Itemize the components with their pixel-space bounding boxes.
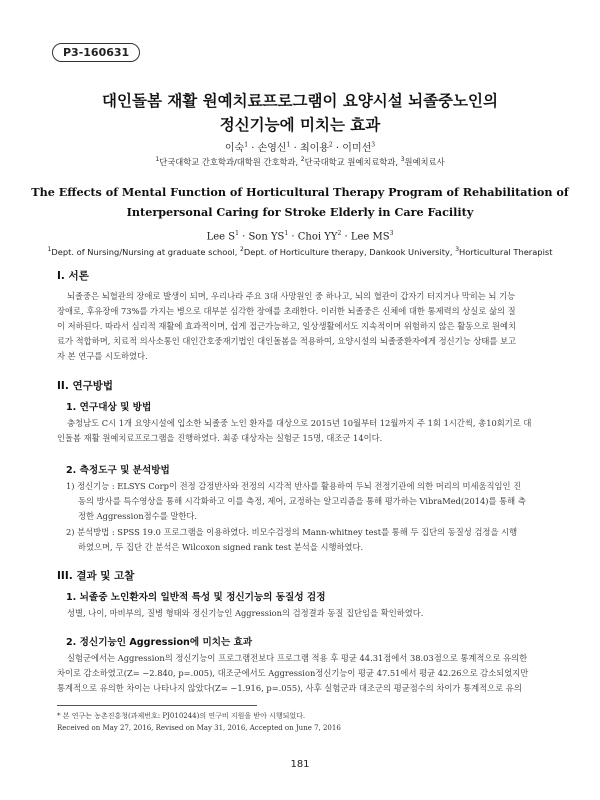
english-title-line-1: The Effects of Mental Function of Horticultural Therapy Program of Rehabilitation of bbox=[31, 185, 569, 199]
funding-footnote: * 본 연구는 농촌진흥청(과제번호: PJ010244)의 연구비 지원을 받아 시행되었다. bbox=[57, 712, 306, 720]
korean-authors: 이숙$^1$ · 손영신$^1$ · 최이용$^2$ · 이미선$^3$ bbox=[224, 141, 376, 154]
subheading-subjects-methods: 1. 연구대상 및 방법 bbox=[66, 402, 152, 413]
subheading-aggression-effect: 2. 정신기능인 Aggression에 미치는 효과 bbox=[66, 637, 253, 648]
english-title-line-2: Interpersonal Caring for Stroke Elderly in Care Facility bbox=[126, 205, 474, 219]
subheading-homogeneity: 1. 뇌졸중 노인환자의 일반적 특성 및 정신기능의 동질성 검정 bbox=[66, 592, 326, 603]
footnote-divider bbox=[57, 705, 257, 706]
page-number: 181 bbox=[290, 759, 310, 770]
homogeneity-paragraph: 성별, 나이, 마비부의, 질병 형태와 정신기능인 Aggression의 검정결과 동질 집단임을 확인하였다. bbox=[67, 608, 424, 618]
aggression-paragraph: 실험군에서는 Aggression의 정신기능이 프로그램전보다 프로그램 적용 후 평균 44.31점에서 38.03점으로 통계적으로 유의한 차이로 감소하였고(Z= −2.840, p=.005), 대조군에서도 Aggression정신기능이 평균 47.51에서 평균 42.26으로 감소되었지만 통계적으로 유의한 차이는 나타나지 않았다(Z= −1.916, p=.055), 사후 실험군과 대조군의 평균점수의 차이가 통계적으로 유의 bbox=[57, 653, 529, 693]
section-heading-results: III. 결과 및 고찰 bbox=[57, 570, 135, 582]
english-authors: Lee $S^1$ · Son $YS^1$ · Choi $YY^2$ · Lee $MS^3$ bbox=[206, 230, 394, 243]
section-heading-methods: II. 연구방법 bbox=[57, 380, 114, 392]
section-heading-introduction: I. 서론 bbox=[57, 270, 89, 282]
instrument-item-2: 2) 분석방법 : SPSS 19.0 프로그램을 이용하였다. 비모수검정의 Mann-whitney test를 통해 두 집단의 동질성 검정을 시행 하였으며, 두 집단 간 분석은 Wilcoxon signed rank test 분석을 시행하였다. bbox=[66, 527, 518, 552]
paper-code-badge: P3-160631 bbox=[52, 43, 140, 62]
introduction-paragraph: 뇌졸중은 뇌혈관의 장애로 발생이 되며, 우리나라 주요 3대 사망원인 중 하나고, 뇌의 혈관이 갑자기 터지거나 막히는 뇌 기능 장애로, 후유장애 73%를 가지는 병으로 대부분 심각한 장애를 초래한다. 이러한 뇌졸중은 신체에 대한 통제력의 상실로 삶의 질 이 저하된다. 따라서 심리적 재활에 효과적이며, 쉽게 접근가능하고, 일상생활에서도 지속적이며 위험하지 않은 활동으로 원예치 료가 적합하며, 치료적 의사소통인 대인간호중재기법인 대인돌봄을 적용하여, 요양시설의 뇌졸중환자에게 정신기능 상태를 보고 자 본 연구를 시도하였다. bbox=[57, 291, 517, 361]
instrument-item-1: 1) 정신기능 : ELSYS Corp이 전정 감정반사와 전정의 시각적 반사를 활용하여 두뇌 전정기관에 의한 머리의 미세움직임인 진 동의 방사를 특수영상을 통해 시각화하고 이를 측정, 제어, 교정하는 알고리즘을 통해 평가하는 VibraMed(2014)를 통해 측 정한 Aggression점수를 말한다. bbox=[66, 481, 526, 521]
korean-title-line-2: 정신기능에 미치는 효과 bbox=[219, 116, 381, 134]
received-dates-footnote: Received on May 27, 2016, Revised on May 31, 2016, Accepted on June 7, 2016 bbox=[57, 724, 341, 732]
subjects-paragraph: 충청남도 C시 1개 요양시설에 입소한 뇌졸중 노인 환자를 대상으로 2015년 10월부터 12월까지 주 1회 1시간씩, 총10회기로 대 인돌봄 재활 원예치료프로그램을 진행하였다. 최종 대상자는 실험군 15명, 대조군 14이다. bbox=[57, 418, 532, 443]
korean-affiliations: $^1$단국대학교 간호학과/대학원 간호학과, $^2$단국대학교 원예치료학과, $^3$원예치료사 bbox=[155, 156, 445, 167]
english-affiliations: $^1$Dept. of Nursing/Nursing at graduate school, $^2$Dept. of Horticulture therapy, Dankook University, $^3$Horticultural Therapist bbox=[47, 246, 553, 257]
korean-title-line-1: 대인돌봄 재활 원예치료프로그램이 요양시설 뇌졸중노인의 bbox=[102, 92, 498, 110]
subheading-instruments: 2. 측정도구 및 분석방법 bbox=[66, 465, 170, 476]
